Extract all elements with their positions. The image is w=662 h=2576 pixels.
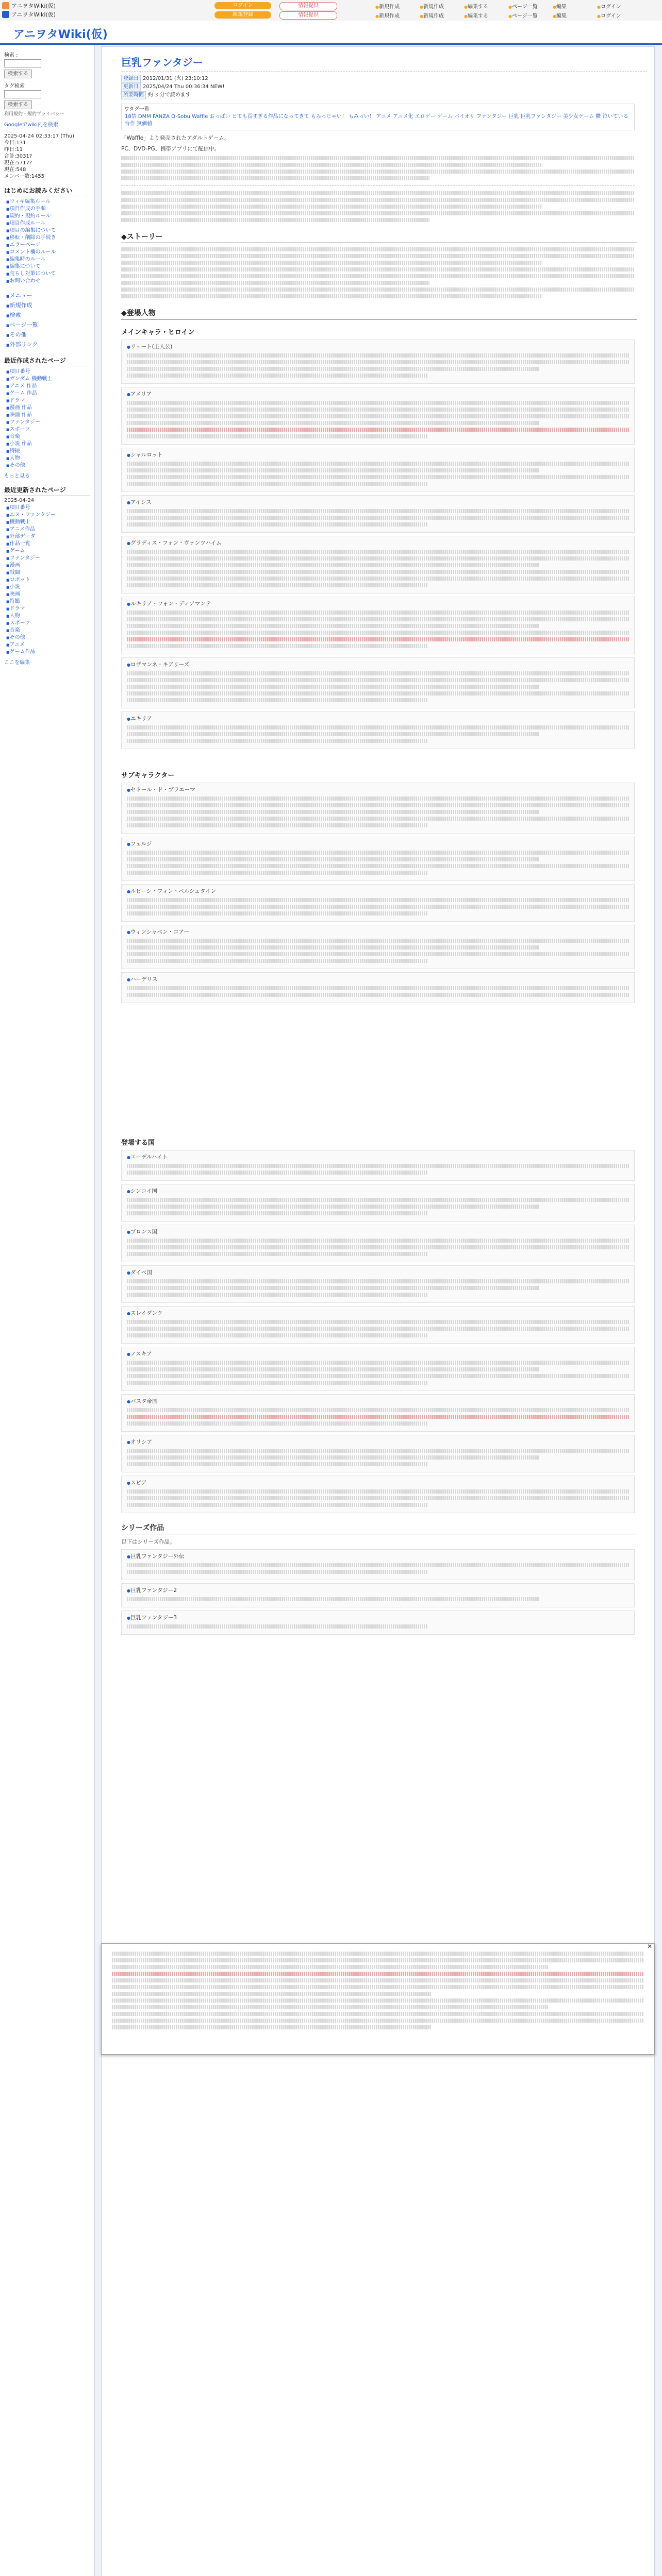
access-counter [4, 133, 90, 180]
counter-line: 現在:548 [4, 167, 26, 173]
subheading-sub-characters: サブキャラクター [121, 772, 175, 779]
country-entry [121, 1265, 635, 1303]
info-button[interactable]: 情報提供 [279, 2, 337, 10]
updated-item[interactable]: ■ 音楽 [6, 627, 90, 634]
sidebar-heading-rules: はじめにお読みください [4, 186, 90, 196]
meta-value: 約 3 分で読めます [148, 92, 191, 98]
country-entry [121, 1150, 635, 1181]
search-label: 検索 : [4, 53, 18, 58]
top-link[interactable]: ● 新規作成 [420, 2, 464, 10]
updated-item[interactable]: ■ 戦闘 [6, 569, 90, 577]
recent-item[interactable]: ■ 特撮 [6, 448, 90, 455]
meta-key: 登録日 [121, 75, 141, 83]
series-entry [121, 1611, 635, 1635]
character-entry [121, 837, 635, 881]
recent-item[interactable]: ■ その他 [6, 462, 90, 469]
tag-search-button[interactable]: 検索する [4, 100, 32, 109]
top-link[interactable]: ● ログイン [597, 2, 641, 10]
character-name: ● ウィンシャベン・コアー [127, 928, 629, 936]
tag-list[interactable]: 18禁 DMM FANZA Q-Sobu Waffle おっぱい とても長すぎる作品になってきて もみっじゃい！ もみっい！ アニメ アニメ化 エロゲー ゲーム バイオリ ファンタジー 巨乳 巨乳ファンタジー 美少女ゲーム 鬱 泣いている 台作 無価値 [125, 114, 628, 127]
country-name: ● スレイダンク [127, 1310, 629, 1317]
main-content [101, 46, 655, 2576]
recent-item[interactable]: ■ 項目番号 [6, 368, 90, 376]
top-buttons [214, 2, 337, 10]
meta-key: 所要時間 [121, 91, 146, 99]
intro-text: PC、DVD-PG、携帯アプリにて配信中。 [121, 146, 220, 152]
sidebar-item[interactable]: ■ コメント欄のルール [6, 249, 90, 256]
info-button-2[interactable]: 情報提供 [279, 11, 337, 20]
character-name: ● ルキリア・フォン・ディアマンテ [127, 600, 629, 608]
updated-item[interactable]: ■ 特撮 [6, 598, 90, 605]
overlay-panel [101, 1943, 655, 2055]
character-name: ● ロザマンネ・キアリーズ [127, 661, 629, 669]
country-name: ● シンコイ国 [127, 1188, 629, 1195]
updated-item[interactable]: ■ 人物 [6, 613, 90, 620]
top-links [375, 1, 641, 20]
character-name: ● リュート(主人公) [127, 343, 629, 351]
character-entry [121, 536, 635, 594]
policy-note[interactable]: 利用規約・規約プライバシー [4, 112, 64, 117]
country-entry [121, 1435, 635, 1472]
character-entry [121, 657, 635, 708]
login-button[interactable]: ログイン [214, 2, 271, 9]
updated-item[interactable]: ■ 作品一覧 [6, 540, 90, 548]
wiki-link-label: アニヲタWiki(仮) [11, 2, 56, 9]
recent-item[interactable]: ■ 人物 [6, 455, 90, 462]
recent-more-link[interactable]: もっと見る [4, 473, 30, 479]
updated-list [4, 504, 90, 656]
tag-box [121, 104, 635, 130]
sidebar-item[interactable]: ■ 荒らし対策について [6, 270, 90, 278]
top-link[interactable]: ● 新規作成 [375, 2, 420, 10]
meta-row [121, 83, 647, 91]
section-heading-story: ◆ストーリー [121, 231, 637, 243]
site-header [0, 21, 662, 45]
sidebar-item[interactable]: ■ 項目作成の手順 [6, 206, 90, 213]
recent-item[interactable]: ■ アニメ 作品 [6, 383, 90, 390]
tag-heading: ▽タグ一覧 [125, 107, 150, 112]
country-name: ● スピア [127, 1479, 629, 1487]
country-entry [121, 1476, 635, 1513]
character-entry [121, 972, 635, 1003]
top-buttons-2 [214, 11, 337, 20]
sidebar-item[interactable]: ■ 項目作成ルール [6, 220, 90, 227]
country-entry [121, 1347, 635, 1391]
character-name: ● ユキリア [127, 715, 629, 723]
menu-list [4, 291, 90, 350]
character-entry [121, 597, 635, 654]
sidebar-item[interactable]: ■ 編集時のルール [6, 256, 90, 263]
country-name: ● オリシア [127, 1438, 629, 1446]
close-icon[interactable]: ✕ [647, 1943, 653, 1950]
intro-text: 「Waffle」より発売されたアダルトゲーム。 [121, 135, 230, 141]
page-title: 巨乳ファンタジー [121, 54, 647, 72]
site-title[interactable]: アニヲタWiki(仮) [13, 28, 108, 41]
edit-sidebar-link[interactable]: ここを編集 [4, 660, 30, 666]
story-text [121, 247, 635, 298]
character-name: ● グラディス・フォン・ヴァンツハイム [127, 539, 629, 547]
sidebar-item[interactable]: ■ 規約・規約ルール [6, 213, 90, 220]
tag-search-label: タグ検索 [4, 83, 25, 89]
updated-item[interactable]: ■ ドラマ [6, 605, 90, 613]
top-link[interactable]: ● 編集 [553, 11, 597, 19]
counter-line: 昨日:11 [4, 147, 23, 152]
recent-item[interactable]: ■ ガンダム 機動戦士 [6, 376, 90, 383]
meta-key: 更新日 [121, 83, 141, 91]
recent-item[interactable]: ■ 音楽 [6, 433, 90, 440]
updated-item[interactable]: ■ スポーツ [6, 620, 90, 627]
sidebar [0, 45, 95, 2576]
wiki-links [2, 1, 115, 19]
wiki-link-2[interactable] [2, 10, 115, 19]
character-name: ● アイシス [127, 499, 629, 506]
recent-list [4, 368, 90, 469]
updated-item[interactable]: ■ その他 [6, 634, 90, 641]
top-link[interactable]: ● 新規作成 [375, 11, 420, 19]
character-entry [121, 711, 635, 749]
character-entry [121, 925, 635, 969]
body-text [121, 191, 635, 222]
character-name: ● セドール・ド・ブラエーマ [127, 786, 629, 794]
sidebar-item[interactable]: ■ 編集について [6, 263, 90, 270]
browser-toolbar [0, 0, 662, 21]
updated-item[interactable]: ■ 項目番号 [6, 504, 90, 512]
country-name: ● ノスキア [127, 1350, 629, 1358]
sidebar-item[interactable]: ■ 項目の編集について [6, 227, 90, 234]
character-name: ● ハーデリス [127, 976, 629, 984]
meta-row [121, 91, 647, 99]
menu-item[interactable]: ■ ページ一覧 [6, 320, 90, 330]
character-entry [121, 448, 635, 492]
top-link[interactable]: ● 編集 [553, 2, 597, 10]
top-link[interactable]: ● ページ一覧 [508, 11, 553, 19]
subheading-main-characters: メインキャラ・ヒロイン [121, 329, 195, 336]
series-entry [121, 1583, 635, 1607]
sidebar-item[interactable]: ■ 移転・削除の手続き [6, 234, 90, 242]
top-link[interactable]: ● 編集する [464, 11, 508, 19]
country-entry [121, 1394, 635, 1432]
search-button[interactable]: 検索する [4, 70, 32, 78]
series-entry [121, 1549, 635, 1580]
character-name: ● アメリア [127, 391, 629, 398]
character-entry [121, 783, 635, 834]
section-heading-series: シリーズ作品 [121, 1522, 637, 1534]
sidebar-item[interactable]: ■ ウィキ編集ルール [6, 198, 90, 206]
counter-line: 現在:5717? [4, 160, 32, 166]
updated-item[interactable]: ■ ゲーム作品 [6, 649, 90, 656]
series-name: ● 巨乳ファンタジー外伝 [127, 1553, 629, 1561]
updated-item[interactable]: ■ 映画 [6, 591, 90, 598]
wiki-favicon-icon [2, 2, 9, 9]
updated-item[interactable]: ■ 外部データ [6, 533, 90, 540]
updated-date: 2025-04-24 [4, 498, 35, 503]
recent-item[interactable]: ■ ゲーム 作品 [6, 390, 90, 397]
recent-item[interactable]: ■ 映画 作品 [6, 412, 90, 419]
country-name: ● パスタ帝国 [127, 1398, 629, 1405]
country-entry [121, 1184, 635, 1222]
series-name: ● 巨乳ファンタジー3 [127, 1614, 629, 1622]
country-entry [121, 1225, 635, 1262]
meta-value: 2025/04/24 Thu 00:36:34 NEW! [143, 84, 225, 90]
sidebar-heading-updated: 最近更新されたページ [4, 485, 90, 496]
character-name: ● ルピーシ・フォン・ベルシュタイン [127, 888, 629, 895]
updated-item[interactable]: ■ 漫画 [6, 562, 90, 569]
updated-item[interactable]: ■ 機動戦士 [6, 519, 90, 526]
menu-item[interactable]: ■ その他 [6, 330, 90, 340]
recent-item[interactable]: ■ 小説 作品 [6, 440, 90, 448]
top-link[interactable]: ● 編集する [464, 2, 508, 10]
meta-value: 2012/01/31 (火) 23:10:12 [143, 76, 208, 81]
body-text [121, 156, 635, 180]
recent-item[interactable]: ■ ドラマ [6, 397, 90, 404]
series-text: 以下はシリーズ作品。 [121, 1539, 175, 1545]
character-entry [121, 387, 635, 445]
sidebar-heading-recent: 最近作成されたページ [4, 356, 90, 366]
character-name: ● シャルロット [127, 451, 629, 459]
menu-item[interactable]: ■ 外部リンク [6, 340, 90, 350]
character-entry [121, 495, 635, 533]
recent-item[interactable]: ■ ファンタジー [6, 419, 90, 426]
google-search-link[interactable]: Googleでwiki内を検索 [4, 122, 58, 128]
page-meta [121, 75, 647, 99]
rules-list [4, 198, 90, 285]
menu-item[interactable]: ■ 検索 [6, 311, 90, 320]
search-input[interactable] [4, 59, 41, 67]
updated-item[interactable]: ■ ロボット [6, 577, 90, 584]
menu-item[interactable]: ■ メニュー [6, 291, 90, 301]
counter-line: メンバー数:1455 [4, 174, 45, 179]
updated-item[interactable]: ■ アニメ [6, 641, 90, 649]
register-button[interactable]: 新規登録 [214, 11, 271, 19]
country-name: ● エーデルハイト [127, 1154, 629, 1161]
top-link[interactable]: ● ページ一覧 [508, 2, 553, 10]
character-entry [121, 340, 635, 384]
updated-item[interactable]: ■ エヌ・ファンタジー [6, 512, 90, 519]
tag-search-input[interactable] [4, 90, 41, 98]
country-name: ● ブロンス国 [127, 1228, 629, 1236]
counter-line: 2025-04-24 02:33:17 (Thu) [4, 133, 74, 139]
character-entry [121, 884, 635, 922]
subheading-countries: 登場する国 [121, 1139, 155, 1147]
top-link[interactable]: ● 新規作成 [420, 11, 464, 19]
top-link[interactable]: ● ログイン [597, 11, 641, 19]
updated-item[interactable]: ■ ファンタジー [6, 555, 90, 562]
wiki-link-label: アニヲタWiki(仮) [11, 11, 56, 18]
recent-item[interactable]: ■ 漫画 作品 [6, 404, 90, 412]
updated-item[interactable]: ■ アニメ作品 [6, 526, 90, 533]
country-name: ● ダイベ国 [127, 1269, 629, 1277]
meta-row [121, 75, 647, 83]
recent-item[interactable]: ■ スポーツ [6, 426, 90, 433]
updated-item[interactable]: ■ ゲーム [6, 548, 90, 555]
sidebar-item[interactable]: ■ エラーページ [6, 242, 90, 249]
counter-line: 合計:3031? [4, 154, 32, 159]
character-name: ● フェルジ [127, 840, 629, 848]
wiki-link-1[interactable] [2, 1, 115, 10]
series-name: ● 巨乳ファンタジー2 [127, 1587, 629, 1595]
wiki-favicon-icon [2, 11, 9, 18]
section-heading-characters: ◆登場人物 [121, 308, 637, 319]
updated-item[interactable]: ■ 小説 [6, 584, 90, 591]
sidebar-item[interactable]: ■ お問い合わせ [6, 278, 90, 285]
menu-item[interactable]: ■ 新規作成 [6, 301, 90, 311]
country-entry [121, 1306, 635, 1344]
counter-line: 今日:131 [4, 140, 26, 146]
